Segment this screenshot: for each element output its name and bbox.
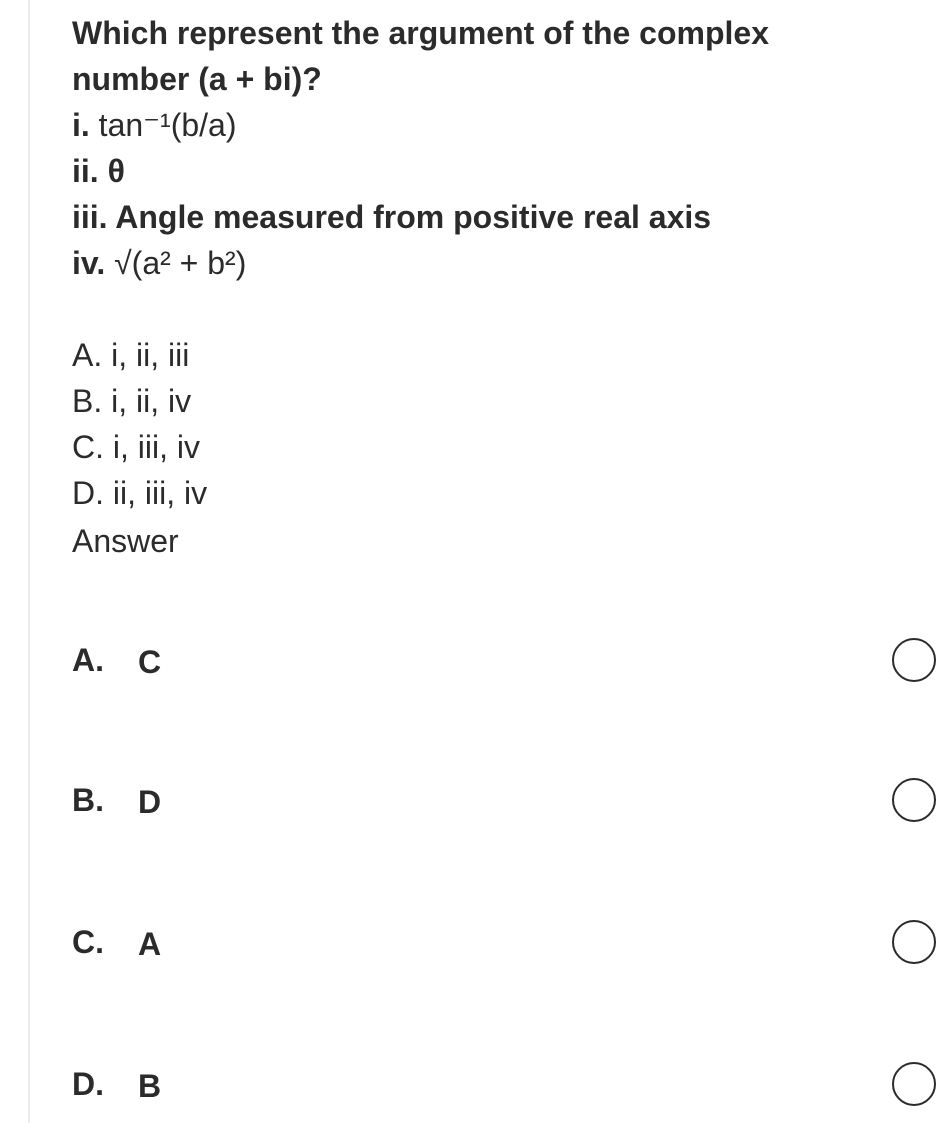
statement-label: iv.: [72, 245, 106, 281]
statement-label: iii.: [72, 199, 108, 235]
option-value: B: [138, 1068, 162, 1104]
choice-list: [72, 332, 207, 516]
left-divider: [28, 0, 30, 1123]
statement-text: tan⁻¹(b/a): [98, 107, 237, 143]
radio-button-b[interactable]: [892, 778, 936, 822]
choice-c: C. i, iii, iv: [72, 429, 200, 465]
statement-iv: [72, 240, 912, 286]
statement-iii: [72, 194, 912, 240]
answer-option-d[interactable]: [72, 1054, 938, 1114]
statement-text: Angle measured from positive real axis: [115, 199, 712, 235]
option-value: C: [138, 644, 162, 680]
option-letter: B.: [72, 782, 104, 818]
question-text-line-2: [72, 56, 912, 102]
statement-label: ii.: [72, 153, 99, 189]
statement-label: i.: [72, 107, 90, 143]
question-text-line-2-content: number (a + bi)?: [72, 61, 322, 97]
question-text-line-1: Which represent the argument of the complex: [72, 15, 769, 51]
statement-ii: [72, 148, 912, 194]
option-letter: C.: [72, 924, 104, 960]
statement-text: √(a² + b²): [114, 245, 247, 281]
choice-b: B. i, ii, iv: [72, 383, 192, 419]
choice-d: D. ii, iii, iv: [72, 475, 208, 511]
answer-option-b[interactable]: [72, 770, 938, 830]
question-block: [72, 10, 912, 286]
option-letter: A.: [72, 642, 104, 678]
option-letter: D.: [72, 1066, 104, 1102]
radio-button-c[interactable]: [892, 920, 936, 964]
answer-option-c[interactable]: [72, 912, 938, 972]
answer-heading: Answer: [72, 523, 179, 559]
option-value: A: [138, 926, 162, 962]
choice-a: A. i, ii, iii: [72, 337, 190, 373]
radio-button-a[interactable]: [892, 638, 936, 682]
statement-i: [72, 102, 912, 148]
answer-option-a[interactable]: [72, 630, 938, 690]
statement-text: θ: [107, 153, 125, 189]
option-value: D: [138, 784, 162, 820]
radio-button-d[interactable]: [892, 1062, 936, 1106]
